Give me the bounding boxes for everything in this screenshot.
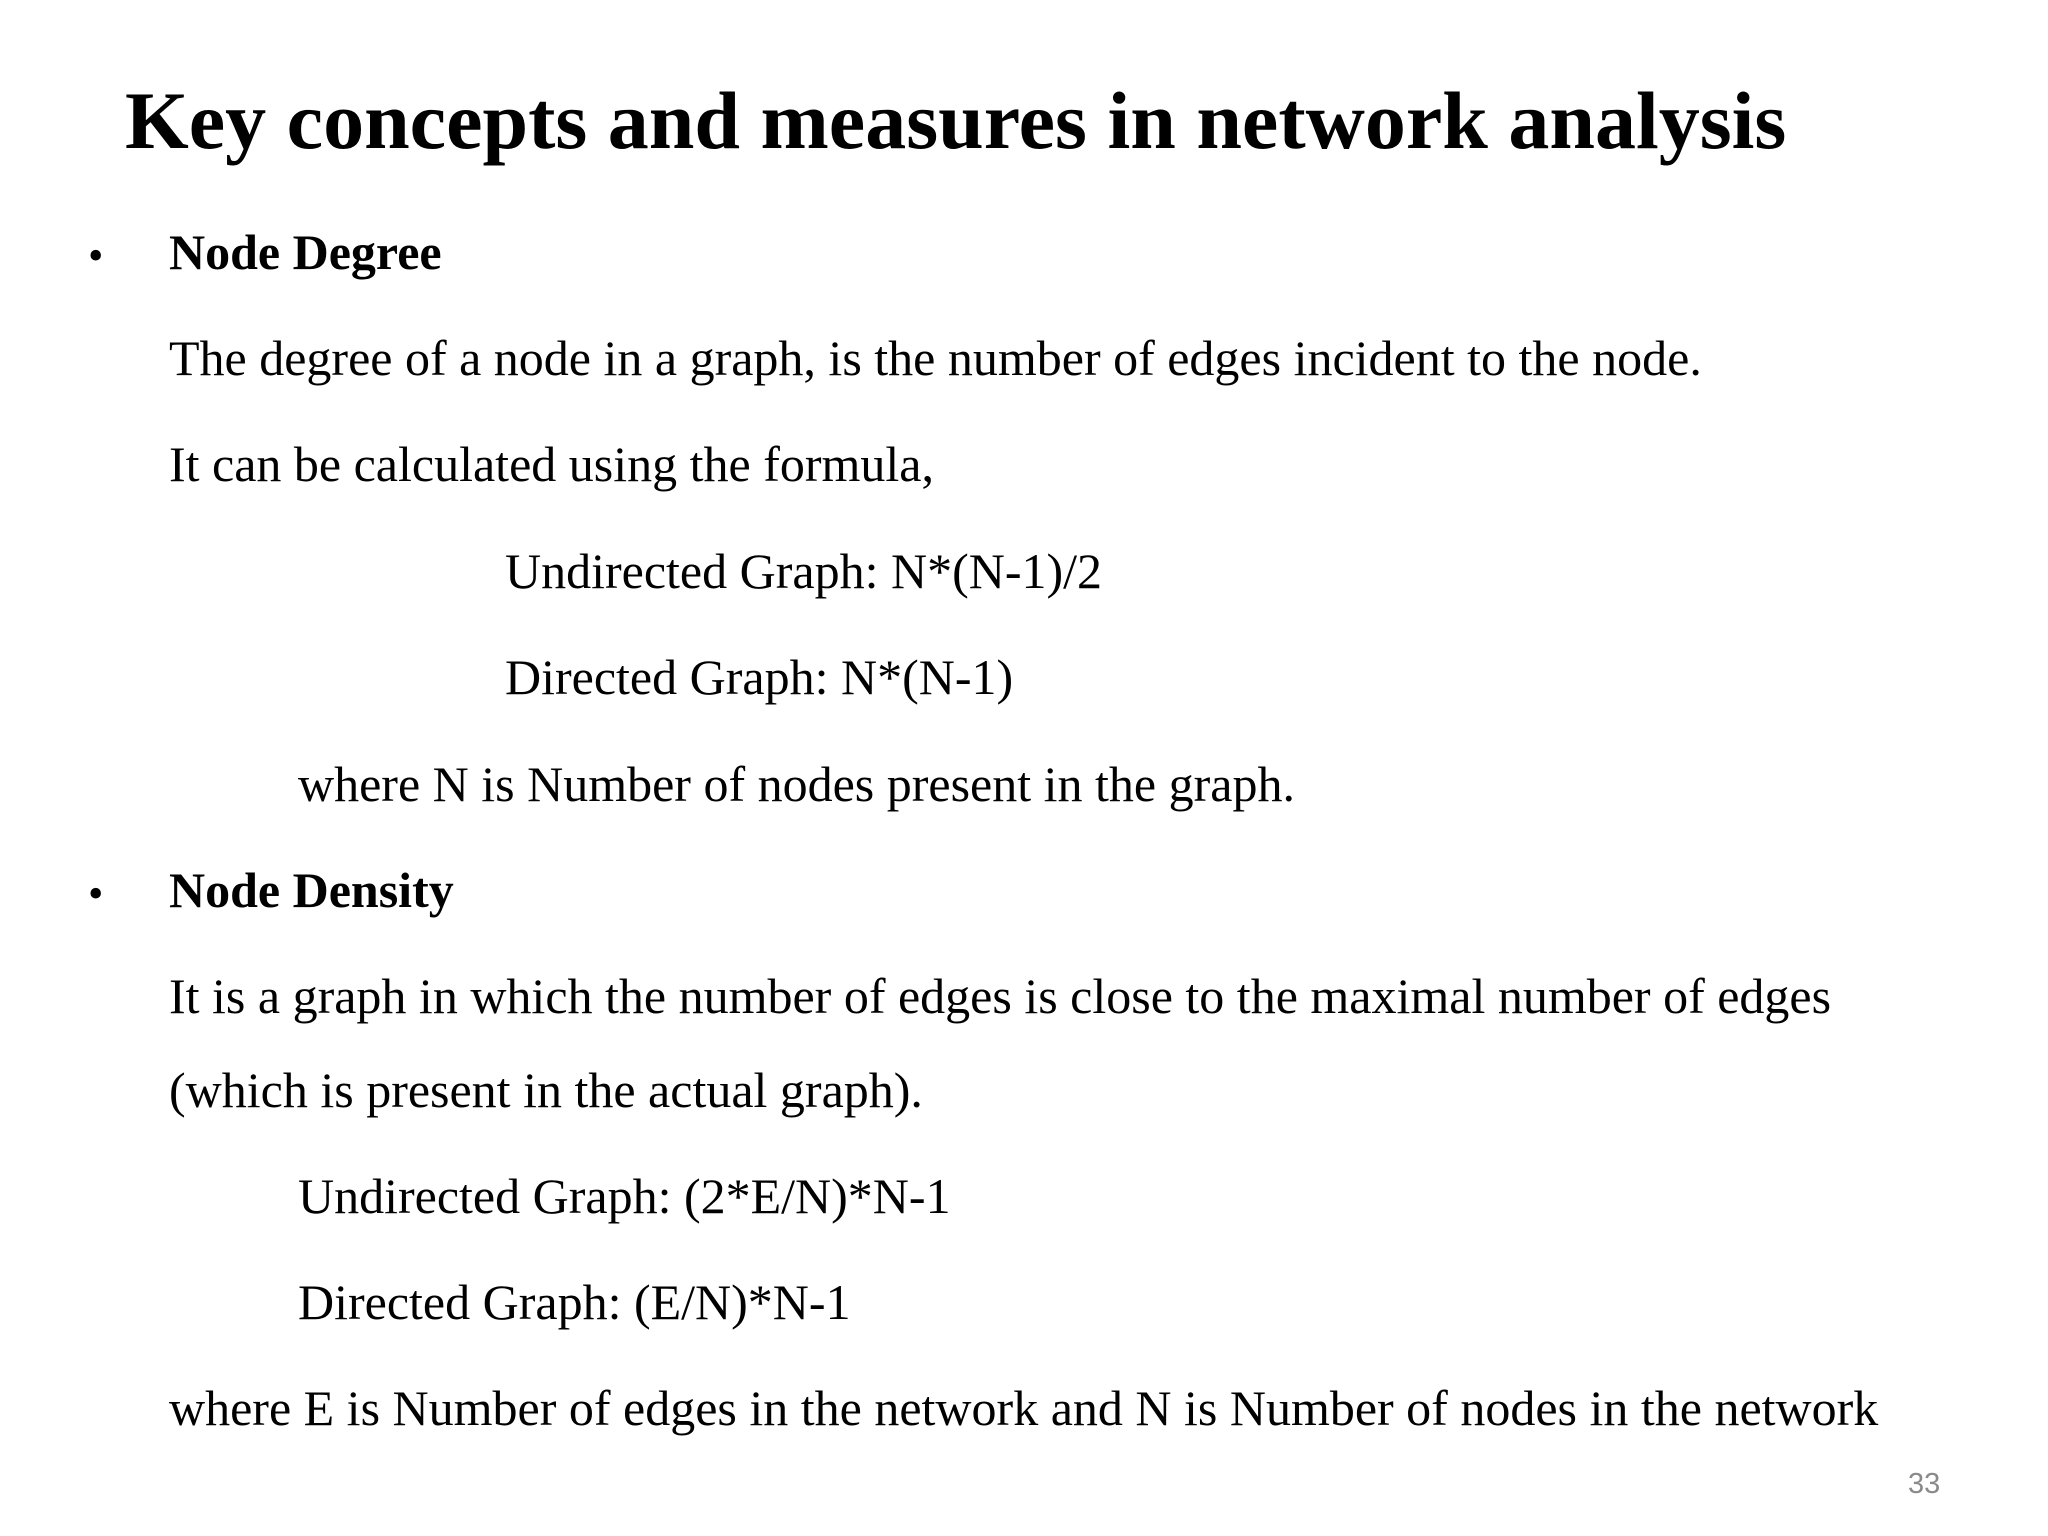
node-degree-definition: The degree of a node in a graph, is the number of edges incident to the node.: [169, 330, 1702, 386]
node-degree-directed-formula: Directed Graph: N*(N-1): [505, 649, 1014, 705]
node-density-definition-line-2: (which is present in the actual graph).: [169, 1062, 923, 1118]
node-density-variable-note: where E is Number of edges in the network and N is Number of nodes in the network: [169, 1380, 1879, 1436]
node-degree-undirected-formula: Undirected Graph: N*(N-1)/2: [505, 543, 1103, 599]
node-density-undirected-formula: Undirected Graph: (2*E/N)*N-1: [298, 1168, 951, 1224]
section-heading-node-degree: Node Degree: [169, 224, 442, 280]
section-heading-node-density: Node Density: [169, 862, 454, 918]
node-density-definition-line-1: It is a graph in which the number of edges is close to the maximal number of edges: [169, 968, 1832, 1024]
bullet-node-degree: •: [88, 231, 104, 280]
node-density-directed-formula: Directed Graph: (E/N)*N-1: [298, 1274, 851, 1330]
node-degree-formula-intro: It can be calculated using the formula,: [169, 436, 934, 492]
slide-title: Key concepts and measures in network analysis: [125, 75, 1787, 166]
bullet-node-density: •: [88, 869, 104, 918]
page-number: 33: [1908, 1468, 1941, 1500]
node-degree-variable-note: where N is Number of nodes present in the graph.: [298, 756, 1295, 812]
